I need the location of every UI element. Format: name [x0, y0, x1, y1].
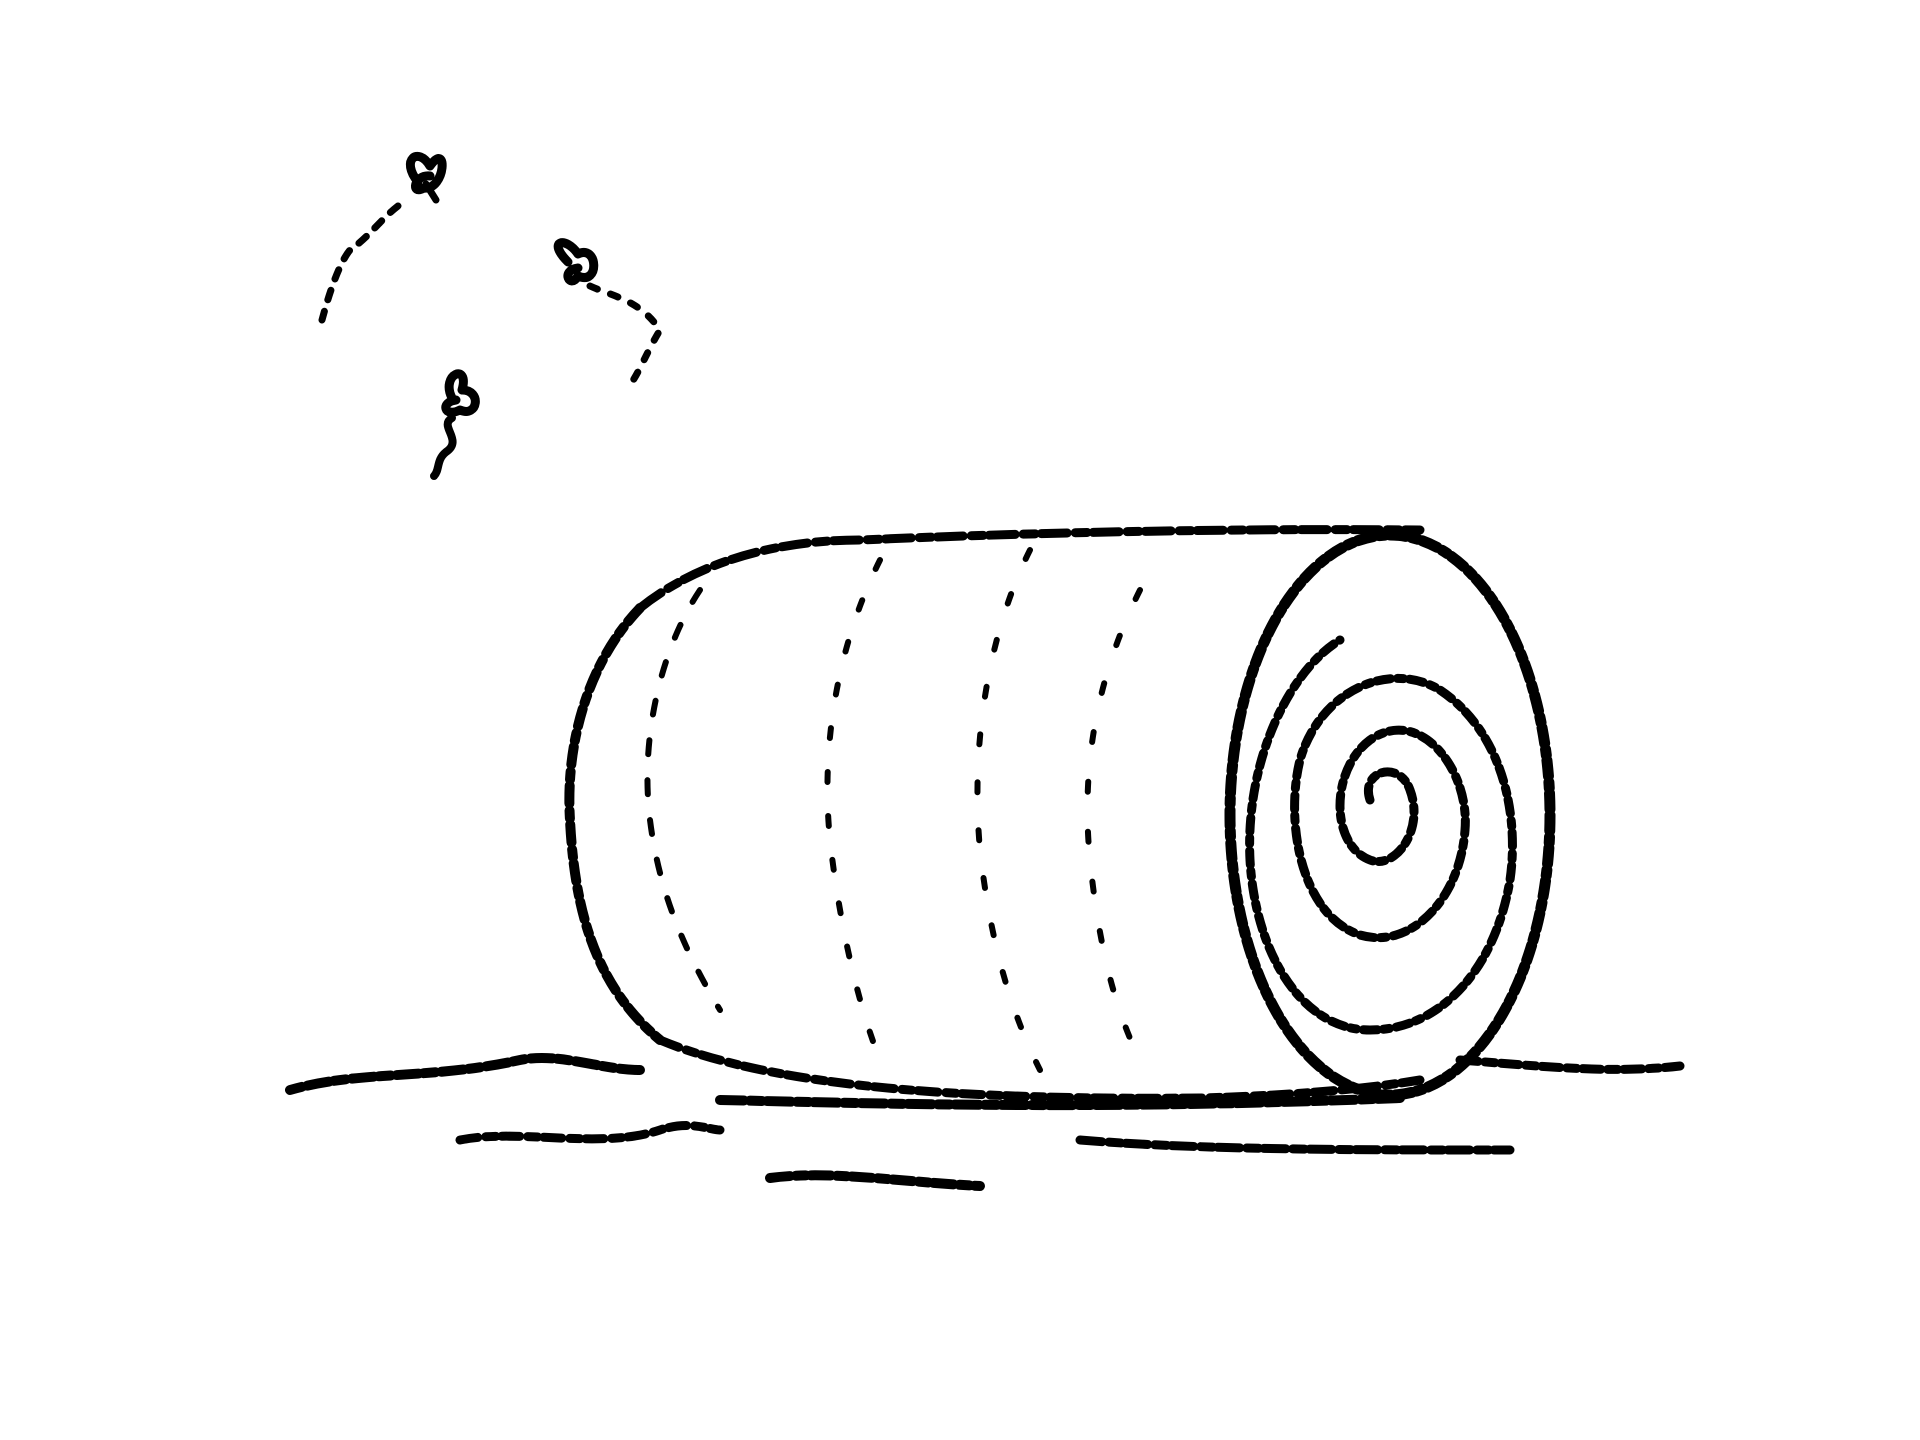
bale-inner-arc-center: [977, 550, 1040, 1070]
butterfly-upper-left: [322, 156, 442, 320]
bale-inner-arc-middle: [827, 560, 880, 1060]
grass-right: [1460, 1060, 1680, 1069]
bale-inner-arc-left: [647, 590, 720, 1010]
grass-left-lower: [460, 1126, 720, 1140]
bale-top-edge: [640, 530, 1420, 608]
end-face-spiral: [1250, 640, 1513, 1030]
grass-front: [770, 1175, 980, 1186]
butterflies: [322, 156, 660, 476]
bale-inner-arc-right: [1087, 590, 1140, 1060]
bale-left-edge: [569, 608, 660, 1040]
butterfly-upper-middle: [558, 243, 660, 382]
ground-grass: [290, 1058, 1680, 1186]
end-face-outer-rim: [1230, 535, 1550, 1095]
butterfly-lower: [434, 374, 475, 476]
grass-right-lower: [1080, 1140, 1510, 1150]
bale-end-face: [1230, 535, 1550, 1095]
grass-left: [290, 1058, 640, 1090]
